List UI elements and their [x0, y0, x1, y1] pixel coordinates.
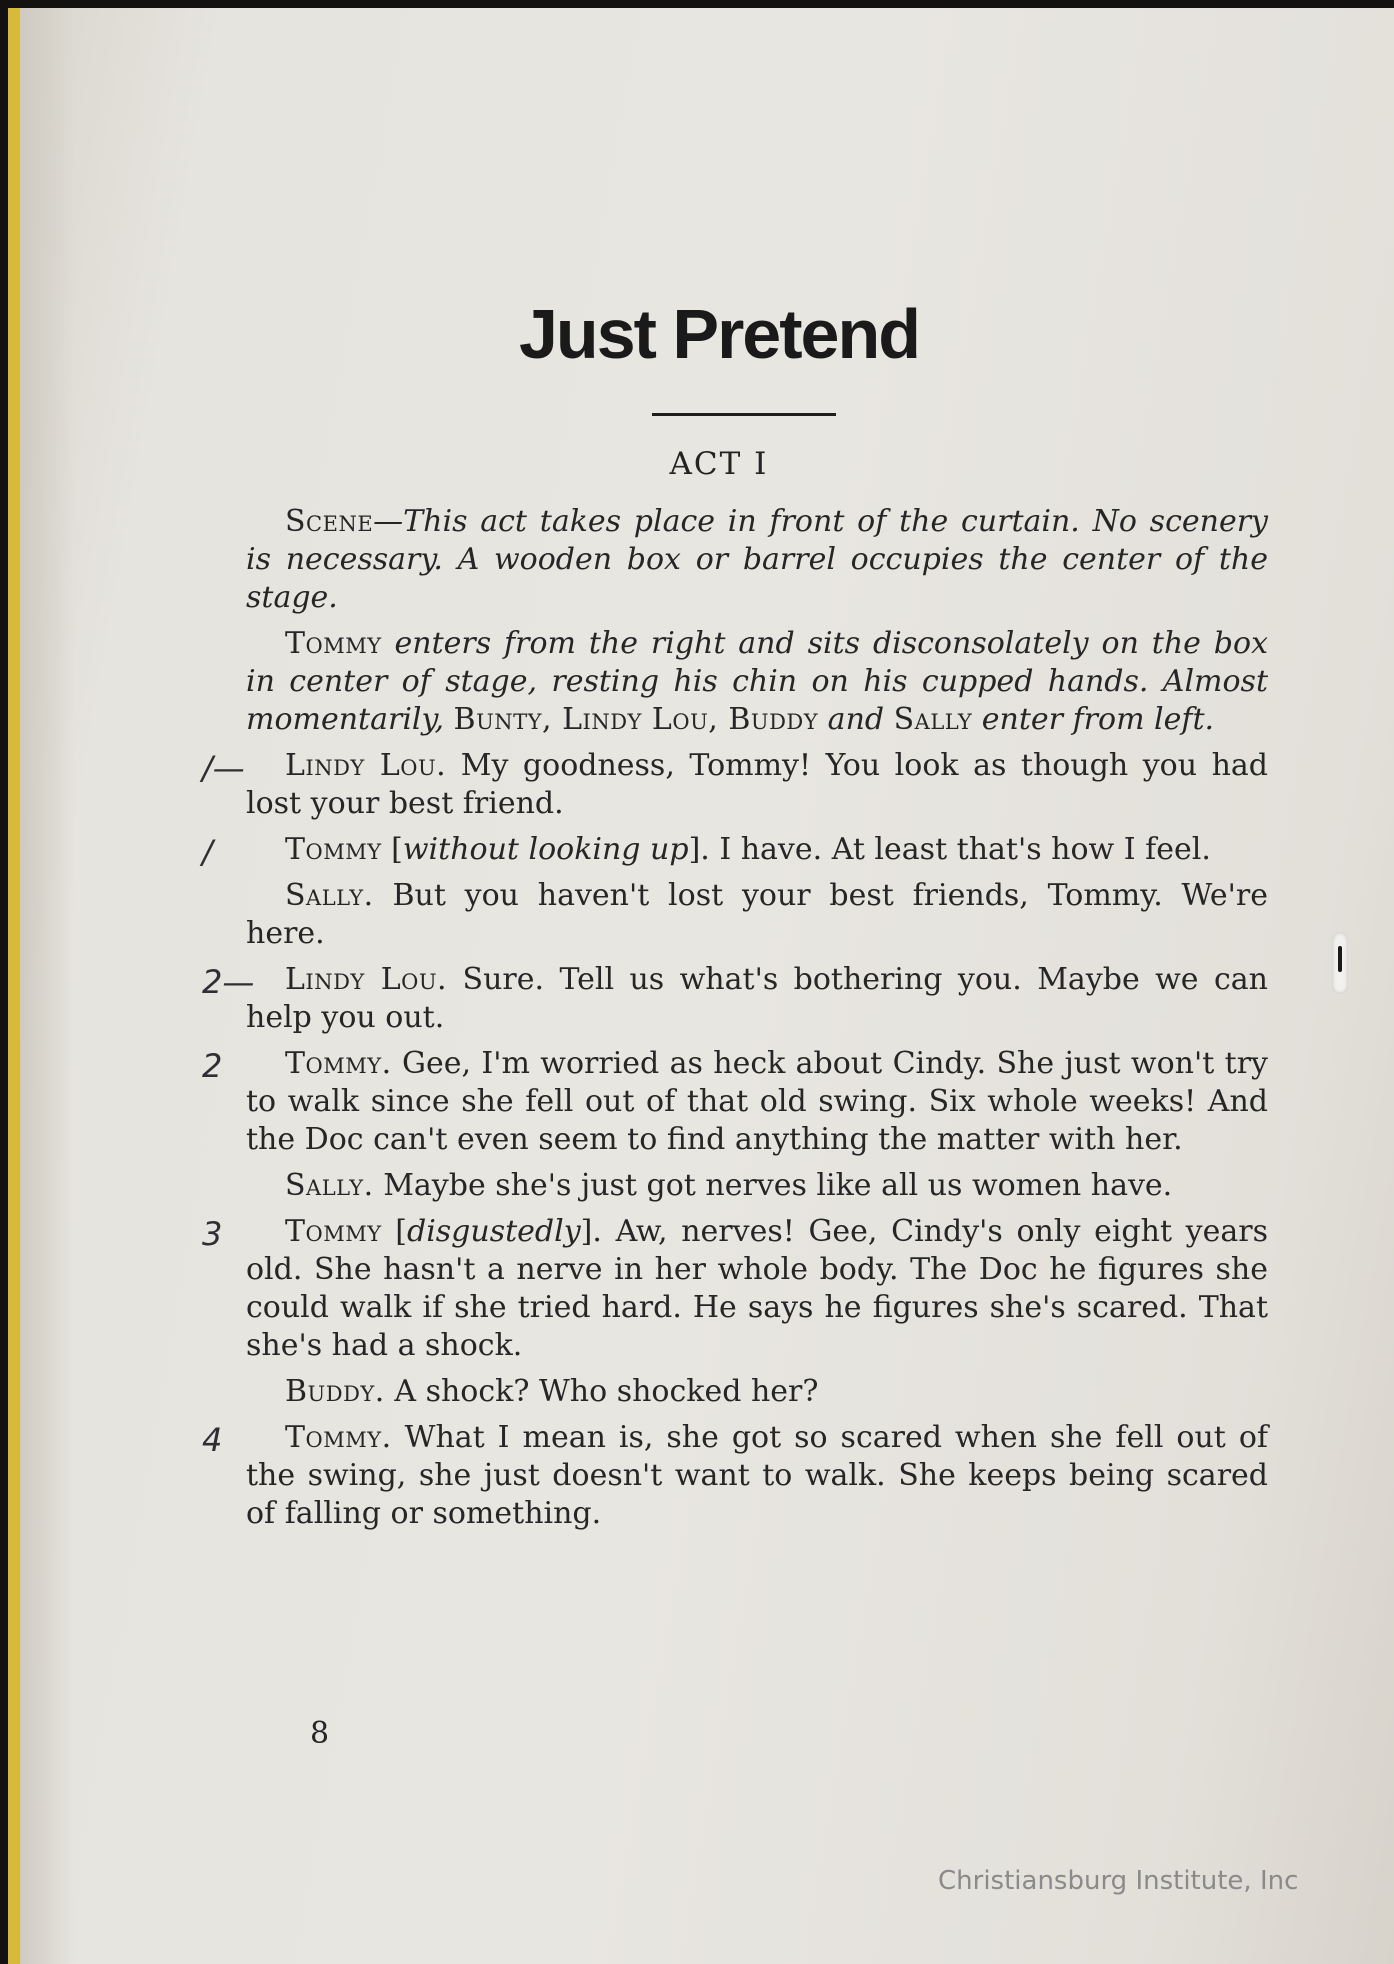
- pencil-margin-mark: /—: [202, 749, 245, 787]
- dialogue-text: ]. I have. At least that's how I feel.: [688, 832, 1211, 867]
- stage-direction: enters from the right and sits disconsolately on the box in center of stage, resting his chin on his cupped hands. Almost momentarily,: [246, 626, 1268, 737]
- paragraph-text: [246, 1419, 1268, 1533]
- dialogue-paragraph: [202, 831, 1268, 871]
- paragraph-text: [246, 1373, 1268, 1411]
- page-hole: [1332, 932, 1348, 994]
- dialogue-paragraph: [246, 1167, 1268, 1205]
- paragraph-text: [246, 1167, 1268, 1205]
- dialogue-text: My goodness, Tommy! You look as though you had lost your best friend.: [246, 748, 1268, 821]
- dialogue-paragraph: [246, 503, 1268, 617]
- act-heading: ACT I: [669, 446, 769, 482]
- speaker-name: Tommy: [285, 1214, 382, 1249]
- dialogue-text: Maybe she's just got nerves like all us women have.: [373, 1168, 1173, 1203]
- play-text: [202, 503, 1268, 1541]
- watermark: Christiansburg Institute, Inc: [938, 1866, 1299, 1896]
- paragraph-text: [246, 503, 1268, 617]
- paragraph-text: [246, 831, 1268, 869]
- page-number: 8: [310, 1716, 330, 1751]
- paragraph-text: [246, 877, 1268, 953]
- dialogue-text: Gee, I'm worried as heck about Cindy. She just won't try to walk since she fell out of that old swing. Six whole weeks! And the Doc can't even seem to find anything the matter with her.: [246, 1046, 1268, 1157]
- stage-direction: and: [818, 702, 894, 737]
- pencil-margin-mark: 2—: [202, 963, 255, 1001]
- speaker-name: Tommy.: [285, 1046, 392, 1081]
- speaker-name: Sally: [893, 702, 973, 737]
- dialogue-text: But you haven't lost your best friends, Tommy. We're here.: [246, 878, 1268, 951]
- stage-direction: —This act takes place in front of the curtain. No scenery is necessary. A wooden box or barrel occupies the center of the stage.: [246, 504, 1268, 615]
- paragraph-text: [246, 961, 1268, 1037]
- dialogue-text: [: [381, 1214, 407, 1249]
- dialogue-text: Sure. Tell us what's bothering you. Maybe we can help you out.: [246, 962, 1268, 1035]
- stage-direction: disgustedly: [406, 1214, 581, 1249]
- dialogue-paragraph: [246, 877, 1268, 953]
- pencil-margin-mark: 3: [202, 1215, 223, 1253]
- speaker-name: Sally.: [285, 878, 374, 913]
- speaker-name: Tommy: [285, 832, 382, 867]
- dialogue-text: [: [381, 832, 403, 867]
- speaker-name: Scene: [285, 504, 374, 539]
- speaker-name: Buddy.: [285, 1374, 385, 1409]
- dialogue-text: A shock? Who shocked her?: [384, 1374, 819, 1409]
- dialogue-text: What I mean is, she got so scared when she fell out of the swing, she just doesn't want to walk. She keeps being scared of falling or something.: [246, 1420, 1268, 1531]
- paragraph-text: [246, 625, 1268, 739]
- book-page: [8, 8, 1394, 1964]
- speaker-name: Bunty, Lindy Lou, Buddy: [453, 702, 819, 737]
- stage-direction: enter from left.: [972, 702, 1215, 737]
- paragraph-text: [246, 1213, 1268, 1365]
- speaker-name: Sally.: [285, 1168, 374, 1203]
- dialogue-paragraph: [246, 1373, 1268, 1411]
- paragraph-text: [246, 747, 1268, 823]
- dialogue-paragraph: [246, 625, 1268, 739]
- dialogue-paragraph: [202, 1213, 1268, 1365]
- speaker-name: Lindy Lou.: [285, 962, 448, 997]
- stage-direction: without looking up: [402, 832, 689, 867]
- play-title: Just Pretend: [519, 295, 919, 373]
- title-rule: [652, 413, 836, 416]
- speaker-name: Lindy Lou.: [285, 748, 447, 783]
- dialogue-paragraph: [202, 961, 1268, 1037]
- paragraph-text: [246, 1045, 1268, 1159]
- dialogue-text: ]. Aw, nerves! Gee, Cindy's only eight years old. She hasn't a nerve in her whole body. The Doc he figures she could walk if she tried hard. He says he figures she's scared. That she's had a shock.: [246, 1214, 1268, 1363]
- pencil-margin-mark: 2: [202, 1047, 223, 1085]
- pencil-margin-mark: 4: [202, 1421, 223, 1459]
- dialogue-paragraph: [202, 1419, 1268, 1533]
- dialogue-paragraph: [202, 747, 1268, 823]
- pencil-margin-mark: /: [202, 833, 213, 871]
- dialogue-paragraph: [202, 1045, 1268, 1159]
- speaker-name: Tommy.: [285, 1420, 392, 1455]
- speaker-name: Tommy: [285, 626, 382, 661]
